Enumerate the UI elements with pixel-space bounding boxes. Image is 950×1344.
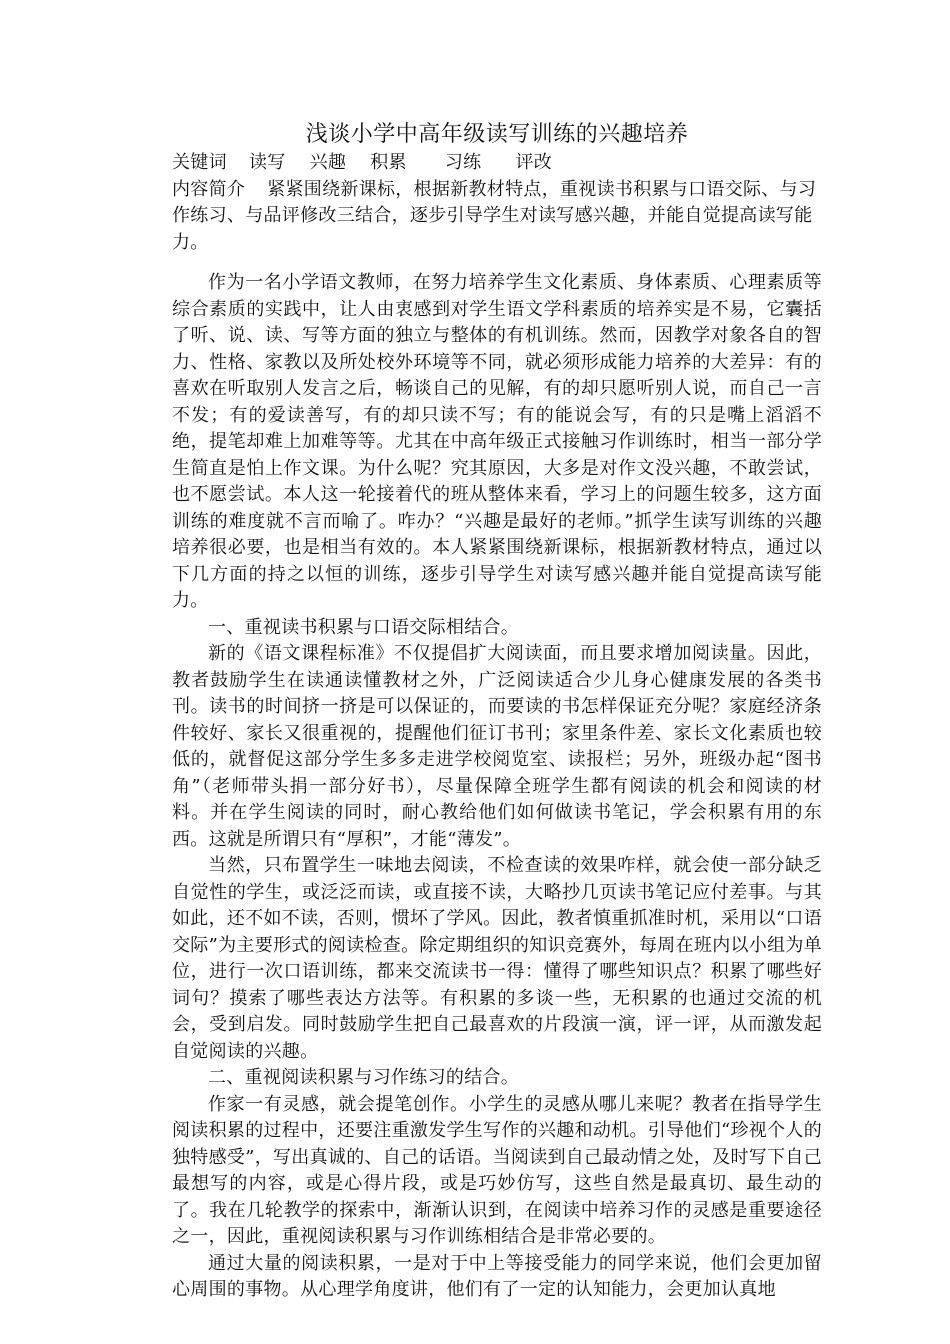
keyword: 读写 xyxy=(248,152,286,173)
summary-label: 内容简介 xyxy=(172,178,246,200)
keyword: 积累 xyxy=(370,152,407,173)
section-heading-1: 一、重视读书积累与口语交际相结合。 xyxy=(208,616,520,638)
paragraph-4: 通过大量的阅读积累，一是对于中上等接受能力的同学来说，他们会更加留心周围的事物。从心理学角度讲，他们有了一定的认知能力，会更加认真地 xyxy=(172,1252,822,1300)
keywords-line xyxy=(172,150,822,177)
document-title: 浅谈小学中高年级读写训练的兴趣培养 xyxy=(305,122,689,147)
paragraph-2: 当然，只布置学生一味地去阅读，不检查读的效果咋样，就会使一部分缺乏自觉性的学生，或泛泛而读，或直接不读，大略抄几页读书笔记应付差事。与其如此，还不如不读，否则，惯坏了学风。因此，教者慎重抓准时机，采用以“口语交际”为主要形式的阅读检查。除定期组织的知识竞赛外，每周在班内以小组为单位，进行一次口语训练，都来交流读书一得：懂得了哪些知识点？积累了哪些好词句？摸索了哪些表达方法等。有积累的多谈一些，无积累的也通过交流的机会，受到启发。同时鼓励学生把自己最喜欢的片段演一演，评一评，从而激发起自觉阅读的兴趣。 xyxy=(172,855,822,1062)
keyword: 评改 xyxy=(515,152,553,173)
summary xyxy=(172,177,822,257)
section-heading-2: 二、重视阅读积累与习作练习的结合。 xyxy=(208,1067,520,1088)
summary-text: 紧紧围绕新课标，根据新教材特点，重视读书积累与口语交际、与习作练习、与品评修改三结合，逐步引导学生对读写感兴趣，并能自觉提高读写能力。 xyxy=(172,178,817,253)
keyword: 兴趣 xyxy=(309,152,347,173)
paragraph-intro: 作为一名小学语文教师，在努力培养学生文化素质、身体素质、心理素质等综合素质的实践中，让人由衷感到对学生语文学科素质的培养实是不易，它囊括了听、说、读、写等方面的独立与整体的有机训练。然而，因教学对象各自的智力、性格、家教以及所处校外环境等不同，就必须形成能力培养的大差异：有的喜欢在听取别人发言之后，畅谈自己的见解，有的却只愿听别人说，而自己一言不发；有的爱读善写，有的却只读不写；有的能说会写，有的只是嘴上滔滔不绝，提笔却难上加难等等。尤其在中高年级正式接触习作训练时，相当一部分学生简直是怕上作文课。为什么呢？究其原因，大多是对作文没兴趣，不敢尝试，也不愿尝试。本人这一轮接着代的班从整体来看，学习上的问题生较多，这方面训练的难度就不言而喻了。咋办？“兴趣是最好的老师。”抓学生读写训练的兴趣培养很必要，也是相当有效的。本人紧紧围绕新课标，根据新教材特点，通过以下几方面的持之以恒的训练，逐步引导学生对读写感兴趣并能自觉提高读写能力。 xyxy=(172,272,822,611)
paragraph-3: 作家一有灵感，就会提笔创作。小学生的灵感从哪儿来呢？教者在指导学生阅读积累的过程中，还要注重激发学生写作的兴趣和动机。引导他们“珍视个人的独特感受”，写出真诚的、自己的话语。当阅读到自己最动情之处，及时写下自己最想写的内容，或是心得片段，或是巧妙仿写，这些自然是最真切、最生动的了。我在几轮教学的探索中，渐渐认识到，在阅读中培养习作的灵感是重要途径之一，因此，重视阅读积累与习作训练相结合是非常必要的。 xyxy=(172,1093,822,1247)
document-page xyxy=(172,120,822,1304)
paragraph-1: 新的《语文课程标准》不仅提倡扩大阅读面，而且要求增加阅读量。因此，教者鼓励学生在读通读懂教材之外，广泛阅读适合少儿身心健康发展的各类书刊。读书的时间挤一挤是可以保证的，而要读的书怎样保证充分呢？家庭经济条件较好、家长又很重视的，提醒他们征订书刊；家里条件差、家长文化素质也较低的，就督促这部分学生多多走进学校阅览室、读报栏；另外，班级办起“图书角”（老师带头捐一部分好书），尽量保障全班学生都有阅读的机会和阅读的材料。并在学生阅读的同时，耐心教给他们如何做读书笔记，学会积累有用的东西。这就是所谓只有“厚积”，才能“薄发”。 xyxy=(172,643,822,850)
keyword: 习练 xyxy=(444,152,482,173)
keywords-label: 关键词 xyxy=(172,152,227,173)
